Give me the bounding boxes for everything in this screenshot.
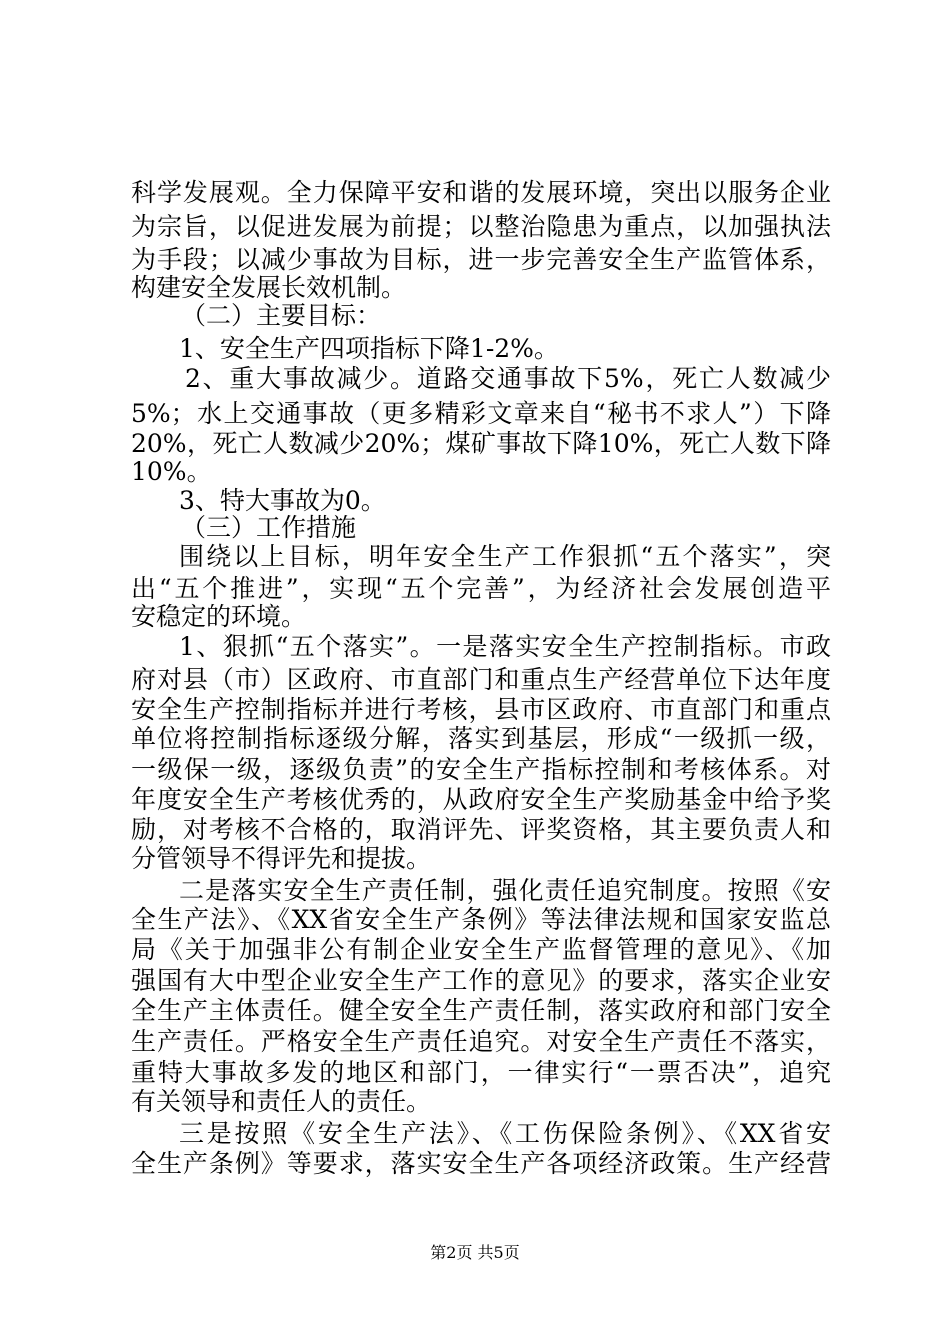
text-line: 20%，死亡人数减少20%；煤矿事故下降10%，死亡人数下降 [131, 429, 831, 458]
list-item: 1、狠抓“五个落实”。一是落实安全生产控制指标。市政 [179, 632, 831, 661]
text-line: 全生产条例》等要求，落实安全生产各项经济政策。生产经营 [131, 1149, 831, 1178]
text-line: 府对县（市）区政府、市直部门和重点生产经营单位下达年度 [131, 665, 831, 694]
text-line: 10%。 [131, 457, 212, 486]
text-line: 强国有大中型企业安全生产工作的意见》的要求，落实企业安 [131, 966, 831, 995]
text-line: 5%；水上交通事故（更多精彩文章来自“秘书不求人”）下降 [131, 399, 831, 428]
list-item: 1、安全生产四项指标下降1-2%。 [179, 334, 559, 363]
text-line: 全生产主体责任。健全安全生产责任制，落实政府和部门安全 [131, 996, 831, 1025]
text-line: 一级保一级，逐级负责”的安全生产指标控制和考核体系。对 [131, 755, 831, 784]
text-line: 二是落实安全生产责任制，强化责任追究制度。按照《安 [179, 876, 831, 905]
text-line: 生产责任。严格安全生产责任追究。对安全生产责任不落实， [131, 1027, 831, 1056]
section-heading: （二）主要目标： [181, 301, 382, 330]
text-line: 安稳定的环境。 [131, 602, 307, 631]
text-line: 出“五个推进”，实现“五个完善”，为经济社会发展创造平 [131, 574, 831, 603]
list-item: 3、特大事故为0。 [179, 486, 386, 515]
text-line: 科学发展观。全力保障平安和谐的发展环境，突出以服务企业 [131, 178, 831, 207]
text-line: 有关领导和责任人的责任。 [131, 1087, 432, 1116]
text-line: 分管领导不得评先和提拔。 [131, 844, 432, 873]
text-line: 励，对考核不合格的，取消评先、评奖资格，其主要负责人和 [131, 815, 831, 844]
text-line: 安全生产控制指标并进行考核，县市区政府、市直部门和重点 [131, 695, 831, 724]
text-line: 围绕以上目标，明年安全生产工作狠抓“五个落实”，突 [179, 542, 831, 571]
text-line: 为宗旨，以促进发展为前提；以整治隐患为重点，以加强执法 [131, 212, 831, 241]
text-line: 全生产法》、《XX省安全生产条例》等法律法规和国家安监总 [131, 905, 831, 934]
text-line: 年度安全生产考核优秀的，从政府安全生产奖励基金中给予奖 [131, 785, 831, 814]
list-item: 2、重大事故减少。道路交通事故下5%，死亡人数减少 [185, 364, 831, 393]
text-line: 重特大事故多发的地区和部门，一律实行“一票否决”，追究 [131, 1058, 831, 1087]
text-line: 三是按照《安全生产法》、《工伤保险条例》、《XX省安 [179, 1119, 831, 1148]
text-line: 局《关于加强非公有制企业安全生产监督管理的意见》、《加 [131, 935, 831, 964]
text-line: 构建安全发展长效机制。 [131, 273, 407, 302]
section-heading: （三）工作措施 [181, 513, 357, 542]
page-number-footer: 第2页 共5页 [430, 1243, 520, 1262]
text-line: 单位将控制指标逐级分解，落实到基层，形成“一级抓一级， [131, 724, 831, 753]
text-line: 为手段；以减少事故为目标，进一步完善安全生产监管体系， [131, 245, 831, 274]
